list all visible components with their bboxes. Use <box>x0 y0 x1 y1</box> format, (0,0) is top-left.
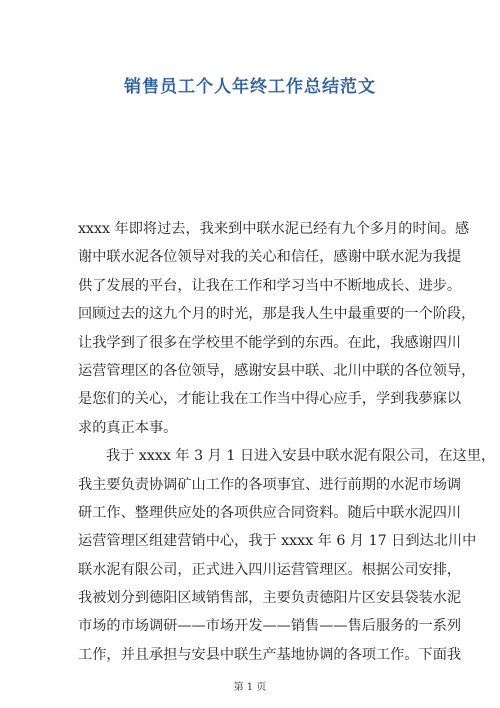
body-line: 我主要负责协调矿山工作的各项事宜、进行前期的水泥市场调 <box>78 476 462 493</box>
body-line: 求的真正本事。 <box>78 419 178 436</box>
body-line: 我被划分到德阳区域销售部，主要负责德阳片区安县袋装水泥 <box>78 590 462 607</box>
page-number: 第 1 页 <box>233 682 267 693</box>
body-line: 让我学到了很多在学校里不能学到的东西。在此，我感谢四川 <box>78 334 462 351</box>
body-line: 运营管理区的各位领导，感谢安县中联、北川中联的各位领导， <box>78 362 476 379</box>
body-line: 我于 xxxx 年 3 月 1 日进入安县中联水泥有限公司，在这里， <box>106 448 496 465</box>
body-line: 研工作、整理供应处的各项供应合同资料。随后中联水泥四川 <box>78 504 462 521</box>
body-line: 工作，并且承担与安县中联生产基地协调的各项工作。下面我 <box>78 646 462 663</box>
body-line: 供了发展的平台，让我在工作和学习当中不断地成长、进步。 <box>78 277 462 294</box>
document-body <box>78 215 496 669</box>
body-line: xxxx 年即将过去，我来到中联水泥已经有九个多月的时间。感 <box>78 221 470 237</box>
body-line: 回顾过去的这九个月的时光，那是我人生中最重要的一个阶段， <box>78 306 476 323</box>
body-line: 谢中联水泥各位领导对我的关心和信任，感谢中联水泥为我提 <box>78 249 462 266</box>
body-line: 市场的市场调研——市场开发——销售——售后服务的一系列 <box>78 618 462 635</box>
body-line: 是您们的关心，才能让我在工作当中得心应手，学到我夢寐以 <box>78 391 462 408</box>
document-title: 销售员工个人年终工作总结范文 <box>124 77 376 97</box>
body-line: 联水泥有限公司，正式进入四川运营管理区。根据公司安排， <box>78 561 462 578</box>
body-line: 运营管理区组建营销中心，我于 xxxx 年 6 月 17 日到达北川中 <box>78 533 477 550</box>
